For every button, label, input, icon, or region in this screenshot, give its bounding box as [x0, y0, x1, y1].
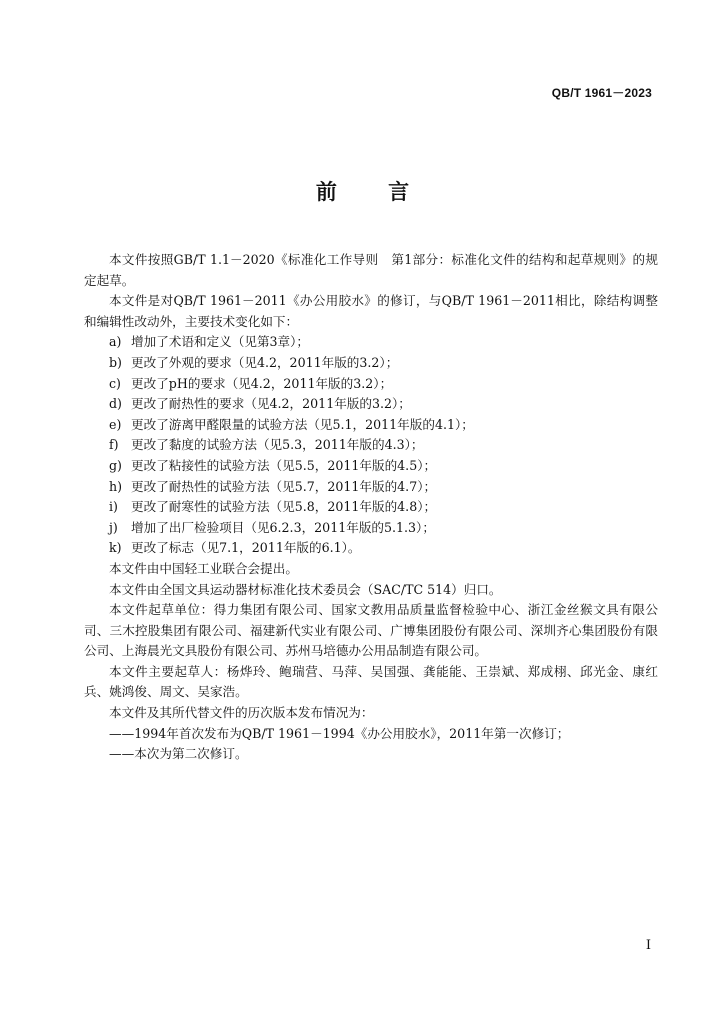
paragraph-proposer: 本文件由中国轻工业联合会提出。: [109, 560, 298, 576]
list-item: [84, 374, 658, 395]
changes-list: [84, 332, 658, 559]
history-item: ——1994年首次发布为QB/T 1961－1994《办公用胶水》，2011年第一次修订；: [109, 725, 570, 741]
paragraph-committee: 本文件由全国文具运动器材标准化技术委员会（SAC/TC 514）归口。: [109, 581, 502, 597]
list-item-label: k): [109, 540, 122, 556]
list-item-label: i): [109, 499, 118, 515]
list-item-label: c): [109, 375, 121, 391]
paragraph-history-intro: 本文件及其所代替文件的历次版本发布情况为：: [109, 705, 374, 721]
history-item: ——本次为第二次修订。: [109, 746, 248, 762]
list-item: [84, 518, 658, 539]
list-item: [84, 497, 658, 518]
list-item: [84, 538, 658, 559]
list-item-text: 更改了黏度的试验方法（见5.3，2011年版的4.3）；: [131, 437, 424, 453]
list-item-label: j): [109, 519, 118, 535]
list-item-label: b): [109, 354, 122, 370]
list-item-label: g): [109, 457, 122, 473]
list-item: [84, 394, 658, 415]
page-title: 前 言: [315, 180, 432, 204]
list-item-text: 更改了耐热性的试验方法（见5.7，2011年版的4.7）；: [131, 478, 437, 494]
list-item-text: 更改了游离甲醛限量的试验方法（见5.1，2011年版的4.1）；: [131, 416, 474, 432]
list-item-text: 更改了粘接性的试验方法（见5.5，2011年版的4.5）；: [131, 457, 437, 473]
list-item-label: e): [109, 416, 122, 432]
paragraph-drafters: 本文件主要起草人：杨烨玲、鲍瑞营、马萍、吴国强、龚能能、王崇斌、郑成栩、邱光金、康红兵、姚鸿俊、周文、吴家浩。: [84, 663, 658, 700]
list-item: [84, 435, 658, 456]
list-item-label: h): [109, 478, 123, 494]
list-item: [84, 477, 658, 498]
list-item: [84, 332, 658, 353]
paragraph-revision-intro: 本文件是对QB/T 1961－2011《办公用胶水》的修订，与QB/T 1961－2011相比，除结构调整和编辑性改动外，主要技术变化如下：: [84, 293, 658, 329]
list-item: [84, 353, 658, 374]
paragraph-drafting-units: 本文件起草单位：得力集团有限公司、国家文教用品质量监督检验中心、浙江金丝猴文具有限公司、三木控股集团有限公司、福建新代实业有限公司、广博集团股份有限公司、深圳齐心集团股份有限公司、上海晨光文具股份有限公司、苏州马培德办公用品制造有限公司。: [84, 602, 658, 659]
list-item-text: 更改了pH的要求（见4.2，2011年版的3.2）；: [131, 375, 393, 391]
list-item-text: 更改了耐寒性的试验方法（见5.8，2011年版的4.8）；: [131, 499, 437, 515]
list-item-text: 更改了耐热性的要求（见4.2，2011年版的3.2）；: [131, 396, 411, 412]
list-item-text: 增加了术语和定义（见第3章）；: [131, 334, 310, 350]
list-item-label: a): [109, 334, 122, 350]
list-item-text: 更改了外观的要求（见4.2，2011年版的3.2）；: [131, 354, 399, 370]
list-item-label: d): [109, 396, 122, 412]
list-item-text: 增加了出厂检验项目（见6.2.3，2011年版的5.1.3）；: [131, 519, 435, 535]
list-item-label: f): [109, 437, 119, 453]
history-list: [84, 724, 658, 765]
list-item-text: 更改了标志（见7.1，2011年版的6.1）。: [131, 540, 361, 556]
page-number: I: [645, 938, 651, 953]
foreword-body: [84, 250, 658, 765]
standard-number: QB/T 1961－2023: [551, 86, 652, 100]
list-item: [84, 415, 658, 436]
list-item: [84, 456, 658, 477]
paragraph-drafting-rules: 本文件按照GB/T 1.1－2020《标准化工作导则 第1部分：标准化文件的结构和起草规则》的规定起草。: [84, 252, 658, 288]
